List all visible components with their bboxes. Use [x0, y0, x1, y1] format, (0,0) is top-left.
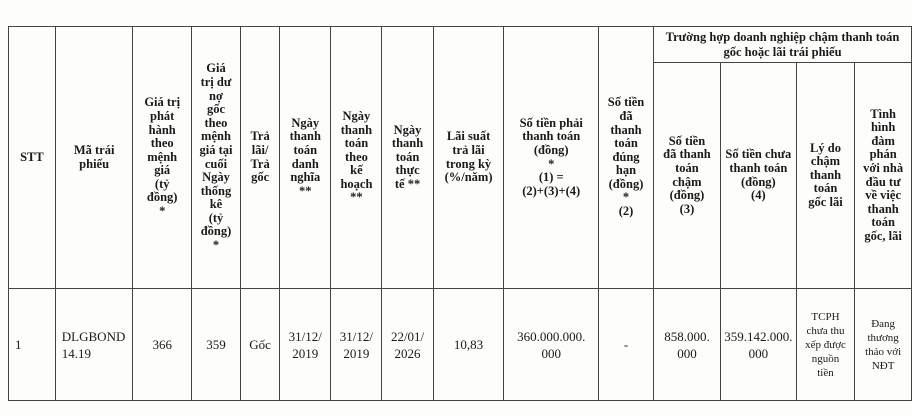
cell-nominal-date: 31/12/ 2019	[280, 289, 331, 401]
cell-payment-type: Gốc	[241, 289, 280, 401]
cell-stt: 1	[9, 289, 56, 401]
cell-interest-rate: 10,83	[433, 289, 504, 401]
cell-actual-date: 22/01/ 2026	[382, 289, 433, 401]
header-late-payment-group: Trường hợp doanh nghiệp chậm thanh toán gốc hoặc lãi trái phiếu	[654, 27, 912, 63]
cell-issue-value: 366	[133, 289, 191, 401]
cell-bond-code: DLGBOND 14.19	[55, 289, 133, 401]
header-bond-code: Mã trái phiếu	[55, 27, 133, 289]
header-outstanding-principal: Giá trị dư nợ gốc theo mệnh giá tại cuối Ngày thống kê (tỷ đồng) *	[191, 27, 240, 289]
header-unpaid: Số tiền chưa thanh toán (đồng) (4)	[720, 63, 796, 289]
header-actual-date: Ngày thanh toán thực tế **	[382, 27, 433, 289]
header-payment-type: Trả lãi/ Trả gốc	[241, 27, 280, 289]
bond-payment-table	[8, 26, 912, 401]
header-amount-due: Số tiền phải thanh toán (đồng) * (1) = (2)+(3)+(4)	[504, 27, 599, 289]
cell-amount-due: 360.000.000. 000	[504, 289, 599, 401]
header-negotiation-status: Tình hình đàm phán với nhà đầu tư về việc thanh toán gốc, lãi	[855, 63, 912, 289]
cell-planned-date: 31/12/ 2019	[331, 289, 382, 401]
cell-paid-late: 858.000. 000	[654, 289, 721, 401]
cell-outstanding-principal: 359	[191, 289, 240, 401]
header-paid-on-time: Số tiền đã thanh toán đúng hạn (đồng) * (2)	[599, 27, 654, 289]
cell-unpaid: 359.142.000. 000	[720, 289, 796, 401]
header-nominal-date: Ngày thanh toán danh nghĩa **	[280, 27, 331, 289]
header-planned-date: Ngày thanh toán theo kế hoạch **	[331, 27, 382, 289]
cell-late-reason: TCPH chưa thu xếp được nguồn tiền	[796, 289, 855, 401]
header-late-reason: Lý do chậm thanh toán gốc lãi	[796, 63, 855, 289]
header-stt: STT	[9, 27, 56, 289]
cell-negotiation-status: Đang thương thảo với NĐT	[855, 289, 912, 401]
header-paid-late: Số tiền đã thanh toán chậm (đồng) (3)	[654, 63, 721, 289]
table-row	[9, 289, 912, 401]
header-interest-rate: Lãi suất trả lãi trong kỳ (%/năm)	[433, 27, 504, 289]
header-issue-value: Giá trị phát hành theo mệnh giá (tỷ đồng) *	[133, 27, 191, 289]
cell-paid-on-time: -	[599, 289, 654, 401]
